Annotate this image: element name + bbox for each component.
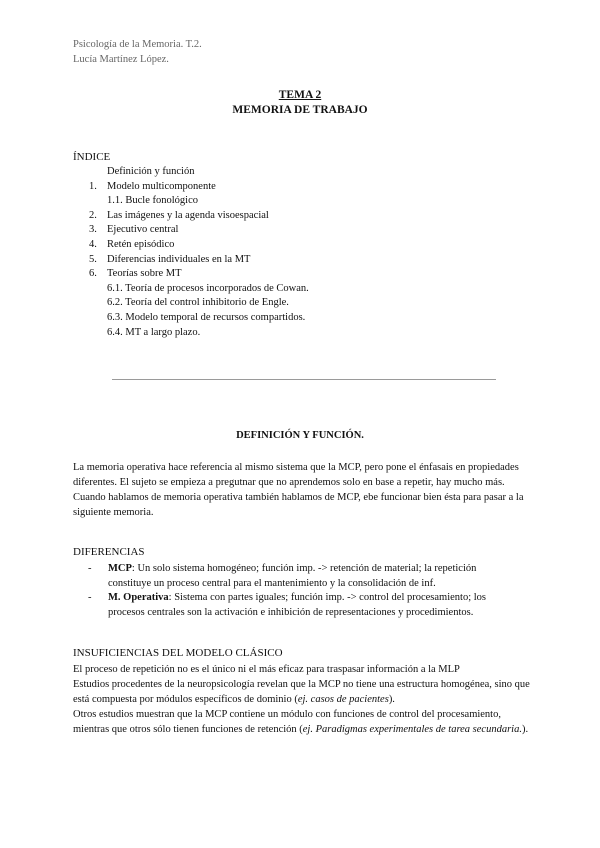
bullet-body: : Sistema con partes iguales; función imp. -> control del procesamiento; los procesos centrales son la activación e inhibición de representaciones y procedimientos.	[108, 592, 487, 618]
page-header	[73, 37, 202, 67]
text-segment: ).	[521, 724, 529, 735]
toc-item-number: 4.	[89, 239, 97, 250]
toc-item-label: 6.2. Teoría del control inhibitorio de Engle.	[107, 297, 289, 309]
toc-item-label: 6.4. MT a largo plazo.	[107, 326, 201, 338]
toc-item-label: Modelo multicomponente	[107, 180, 216, 192]
bullet-text	[108, 561, 508, 591]
text-segment: ).	[388, 694, 395, 705]
toc-item-label: Definición y función	[107, 166, 195, 177]
header-author: Lucía Martínez López.	[73, 54, 169, 65]
toc-item-label: Teorías sobre MT	[107, 268, 182, 280]
insufficiencies-heading: INSUFICIENCIAS DEL MODELO CLÁSICO	[73, 647, 283, 659]
bullet-body: : Un solo sistema homogéneo; función imp. -> retención de material; la repetición constituye un proceso central para el mantenimiento y la consolidación de inf.	[108, 563, 477, 589]
toc-item-label: Ejecutivo central	[107, 224, 179, 236]
toc-item-label: Las imágenes y la agenda visoespacial	[107, 209, 269, 221]
insufficiencies-text	[73, 662, 535, 737]
toc-item-number: 1.	[89, 180, 97, 192]
bullet-text	[108, 590, 508, 620]
bullet-dash: -	[88, 592, 92, 603]
toc-item-label: Diferencias individuales en la MT	[107, 253, 251, 265]
toc-item-label: Retén episódico	[107, 239, 175, 250]
definition-paragraph-1: La memoria operativa hace referencia al mismo sistema que la MCP, pero pone el énfasais en propiedades diferentes. El sujeto se empieza a pregutnar que no aprendemos solo en base a repetir, hay mucho más.	[73, 462, 519, 488]
toc-item-number: 3.	[89, 224, 97, 236]
toc-item-label: 6.3. Modelo temporal de recursos compartidos.	[107, 312, 306, 323]
toc-item-number: 6.	[89, 268, 97, 280]
definition-title: DEFINICIÓN Y FUNCIÓN.	[236, 430, 364, 441]
topic-title: MEMORIA DE TRABAJO	[232, 104, 368, 116]
insufficiencies-line-2	[73, 677, 535, 707]
text-segment: Estudios procedentes de la neuropsicología revelan que la MCP no tiene una estructura homogénea, sino que está compuesta por módulos específicos de dominio (	[73, 679, 530, 705]
example-text: ej. Paradigmas experimentales de tarea secundaria.	[302, 724, 522, 735]
definition-paragraph-2: Cuando hablamos de memoria operativa también hablamos de MCP, ebe funcionar bien ésta para pasar a la siguiente memoria.	[73, 492, 524, 518]
insufficiencies-line-3	[73, 707, 535, 737]
bullet-term: MCP	[108, 563, 132, 574]
definition-text	[73, 460, 533, 520]
toc-item-label: 1.1. Bucle fonológico	[107, 195, 198, 207]
section-divider	[112, 379, 496, 380]
text-segment: Otros estudios muestran que la MCP contiene un módulo con funciones de control del procesamiento, mientras que otros sólo tienen funciones de retención (	[73, 709, 501, 735]
example-text: ej. casos de pacientes	[297, 694, 389, 705]
index-heading: ÍNDICE	[73, 151, 111, 163]
topic-number: TEMA 2	[278, 89, 322, 101]
differences-heading: DIFERENCIAS	[73, 546, 145, 558]
insufficiencies-line-1: El proceso de repetición no es el único ni el más eficaz para traspasar información a la MLP	[73, 664, 460, 675]
toc-item-number: 5.	[89, 253, 97, 265]
bullet-dash: -	[88, 563, 92, 574]
toc-item-label: 6.1. Teoría de procesos incorporados de Cowan.	[107, 282, 309, 294]
bullet-term: M. Operativa	[108, 592, 169, 603]
toc-item-number: 2.	[89, 209, 97, 221]
header-course: Psicología de la Memoria. T.2.	[73, 39, 202, 50]
